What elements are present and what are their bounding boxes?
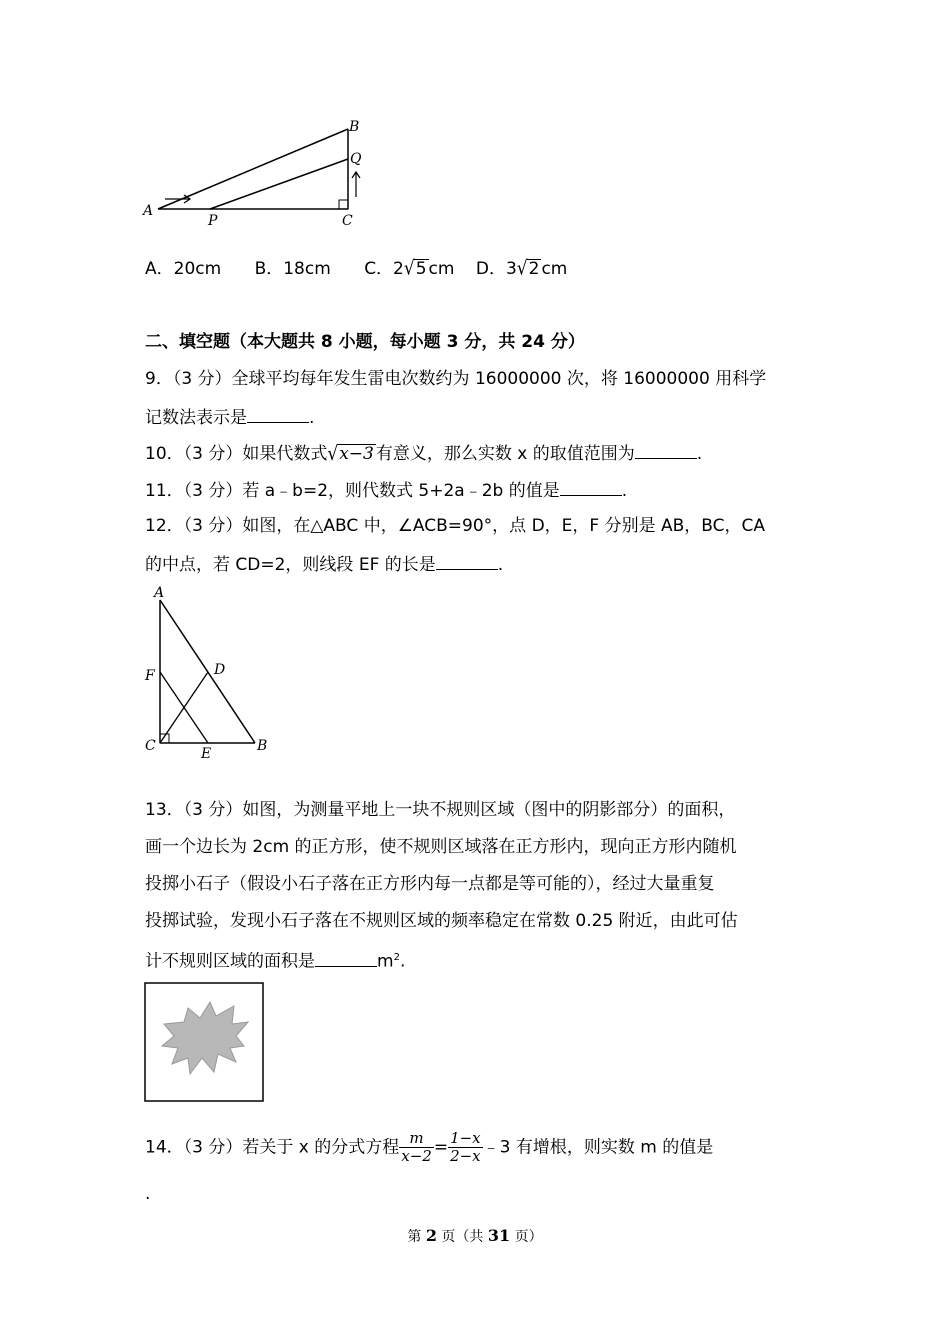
label-f: F (145, 668, 155, 684)
q8-options (145, 257, 567, 281)
figure-square-region (144, 982, 264, 1102)
label-q: Q (350, 151, 362, 167)
label-b: B (257, 738, 268, 754)
label-c: C (145, 738, 156, 754)
q14: 14．（3 分）若关于 x 的分式方程 $\frac{m}{x-2}$ = $\frac{1-x}{2-x}$ ﹣3 有增根，则实数 m 的值是 (145, 1129, 714, 1165)
answer-blank (436, 551, 498, 570)
total-pages: 31 (487, 1226, 511, 1245)
sqrt-expression: x−3 (339, 444, 374, 464)
label-e: E (201, 746, 212, 762)
q11: 11．（3 分）若 a﹣b=2，则代数式 5+2a﹣2b 的值是 . (145, 477, 627, 503)
figure-triangle-pq (140, 115, 370, 230)
answer-blank (315, 948, 377, 967)
label-a: A (143, 203, 154, 219)
q14-line2: . (145, 1184, 151, 1204)
label-b: B (349, 119, 360, 135)
q13-line2: 画一个边长为 2cm 的正方形，使不规则区域落在正方形内，现向正方形内随机 (145, 837, 737, 857)
q13-line5: 计不规则区域的面积是 $m^2$. (145, 946, 405, 974)
q13-line3: 投掷小石子（假设小石子落在正方形内每一点都是等可能的），经过大量重复 (145, 874, 715, 894)
q9-line1: 9．（3 分）全球平均每年发生雷电次数约为 16000000 次，将 16000000 用科学 (145, 369, 767, 389)
label-a: A (154, 585, 165, 601)
q10: 10．（3 分）如果代数式√x−3 有意义，那么实数 x 的取值范围为 . (145, 440, 702, 466)
arrow-up-icon (352, 172, 360, 197)
page-footer: 第 2 页（共 31 页） (407, 1226, 543, 1245)
option-d: D．3√2 cm (475, 257, 568, 281)
figure-triangle-abc (140, 582, 280, 762)
segment-pq (210, 159, 348, 209)
option-b: B．18cm (254, 259, 331, 279)
arrow-right-icon (165, 195, 190, 203)
label-p: P (208, 213, 218, 229)
label-c: C (342, 213, 353, 229)
q12-line2: 的中点，若 CD=2，则线段 EF 的长是 . (145, 551, 503, 577)
section-heading: 二、填空题（本大题共 8 小题，每小题 3 分，共 24 分） (145, 332, 585, 352)
q13-line4: 投掷试验，发现小石子落在不规则区域的频率稳定在常数 0.25 附近，由此可估 (145, 911, 738, 931)
fraction-1: $\frac{m}{x-2}$ (401, 1129, 432, 1165)
q12-line1: 12．（3 分）如图，在△ABC 中，∠ACB=90°，点 D，E，F 分别是 AB，BC，CA (145, 516, 766, 536)
answer-blank (247, 404, 309, 423)
label-d: D (214, 662, 226, 678)
answer-blank (560, 477, 622, 496)
right-angle-mark (339, 200, 348, 209)
q9-line2: 记数法表示是 . (145, 404, 314, 430)
page-number: 2 (425, 1226, 437, 1245)
option-c: C．2√5 cm (364, 257, 455, 281)
fraction-2: $\frac{1-x}{2-x}$ (450, 1129, 481, 1165)
option-a: A．20cm (145, 259, 222, 279)
answer-blank (635, 440, 697, 459)
q13-line1: 13．（3 分）如图，为测量平地上一块不规则区域（图中的阴影部分）的面积， (145, 800, 736, 820)
